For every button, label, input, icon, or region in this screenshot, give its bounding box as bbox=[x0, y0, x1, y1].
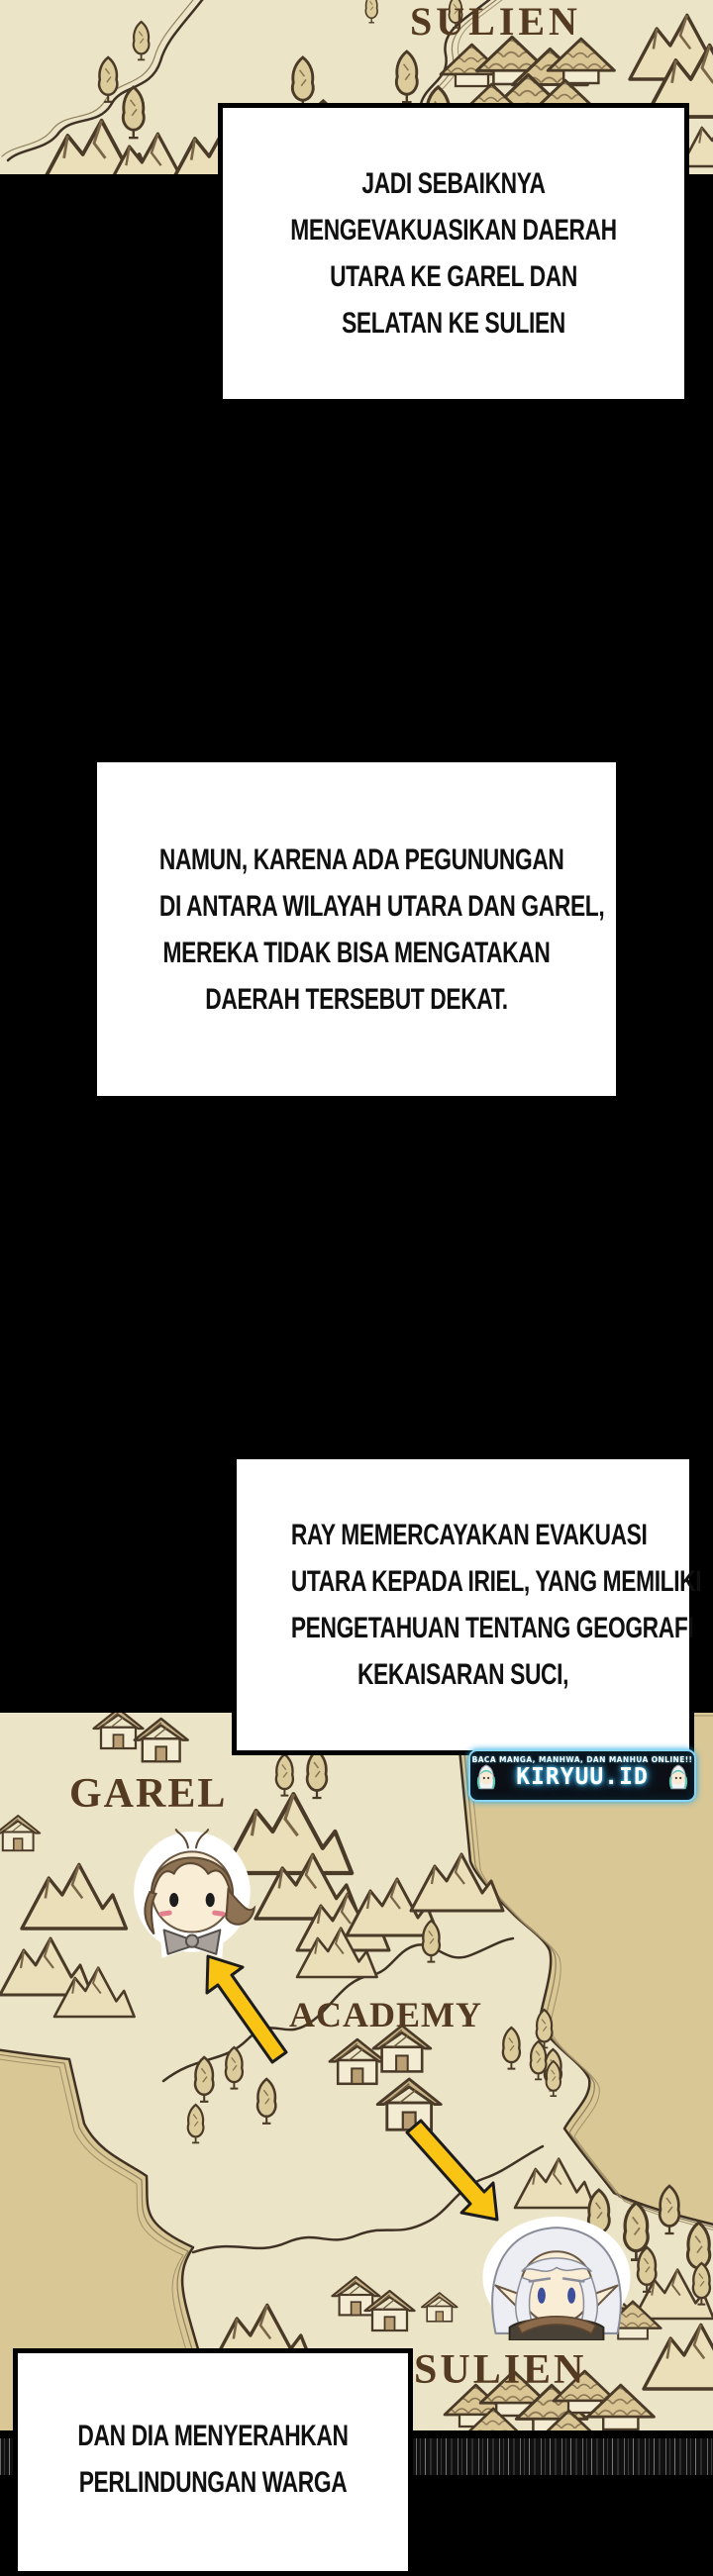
chibi-white-hair-elf-marker bbox=[479, 2216, 634, 2340]
chibi-brown-hair-marker bbox=[130, 1822, 260, 1968]
bubble-line: DAN DIA MENYERAHKAN bbox=[77, 2420, 349, 2452]
speech-bubble-2 bbox=[92, 757, 621, 1101]
bubble-line: JADI SEBAIKNYA bbox=[361, 167, 546, 200]
watermark-tagline: BACA MANGA, MANHWA, DAN MANHUA ONLINE!! bbox=[471, 1755, 693, 1764]
bubble-line: SELATAN KE SULIEN bbox=[342, 307, 565, 340]
bubble-line: PENGETAHUAN TENTANG GEOGRAFI bbox=[290, 1612, 694, 1644]
map-label-sulien-main: SULIEN bbox=[414, 2347, 587, 2393]
speech-bubble-1-text bbox=[278, 160, 629, 347]
bubble-line: UTARA KEPADA IRIEL, YANG MEMILIKI bbox=[290, 1565, 702, 1598]
region-label-sulien-top: SULIEN bbox=[410, 0, 581, 44]
bubble-line: RAY MEMERCAYAKAN EVAKUASI bbox=[290, 1519, 648, 1551]
bubble-line: DAERAH TERSEBUT DEKAT. bbox=[205, 982, 508, 1016]
map-label-garel: GAREL bbox=[69, 1771, 228, 1817]
bubble-line: KEKAISARAN SUCI, bbox=[356, 1658, 569, 1691]
bubble-line: UTARA KE GAREL DAN bbox=[330, 260, 577, 293]
speech-bubble-3 bbox=[232, 1454, 702, 1755]
watermark-bar bbox=[468, 1749, 696, 1802]
watermark-site: KIRYUU.ID bbox=[516, 1764, 649, 1790]
speech-bubble-1 bbox=[218, 103, 689, 404]
map-label-academy: ACADEMY bbox=[289, 1995, 482, 2034]
watermark-mascot-left-icon bbox=[475, 1764, 497, 1792]
watermark-mascot-right-icon bbox=[667, 1764, 689, 1792]
speech-bubble-4 bbox=[13, 2348, 413, 2576]
speech-bubble-2-text bbox=[158, 837, 605, 1023]
bubble-line: MENGEVAKUASIKAN DAERAH bbox=[290, 214, 617, 247]
bubble-line: PERLINDUNGAN WARGA bbox=[78, 2466, 348, 2499]
bubble-line: DI ANTARA WILAYAH UTARA DAN GAREL, bbox=[158, 889, 605, 923]
bubble-line: NAMUN, KARENA ADA PEGUNUNGAN bbox=[158, 842, 564, 876]
bubble-line: MEREKA TIDAK BISA MENGATAKAN bbox=[162, 936, 551, 969]
speech-bubble-3-text bbox=[290, 1512, 702, 1698]
speech-bubble-4-text bbox=[64, 2413, 360, 2506]
